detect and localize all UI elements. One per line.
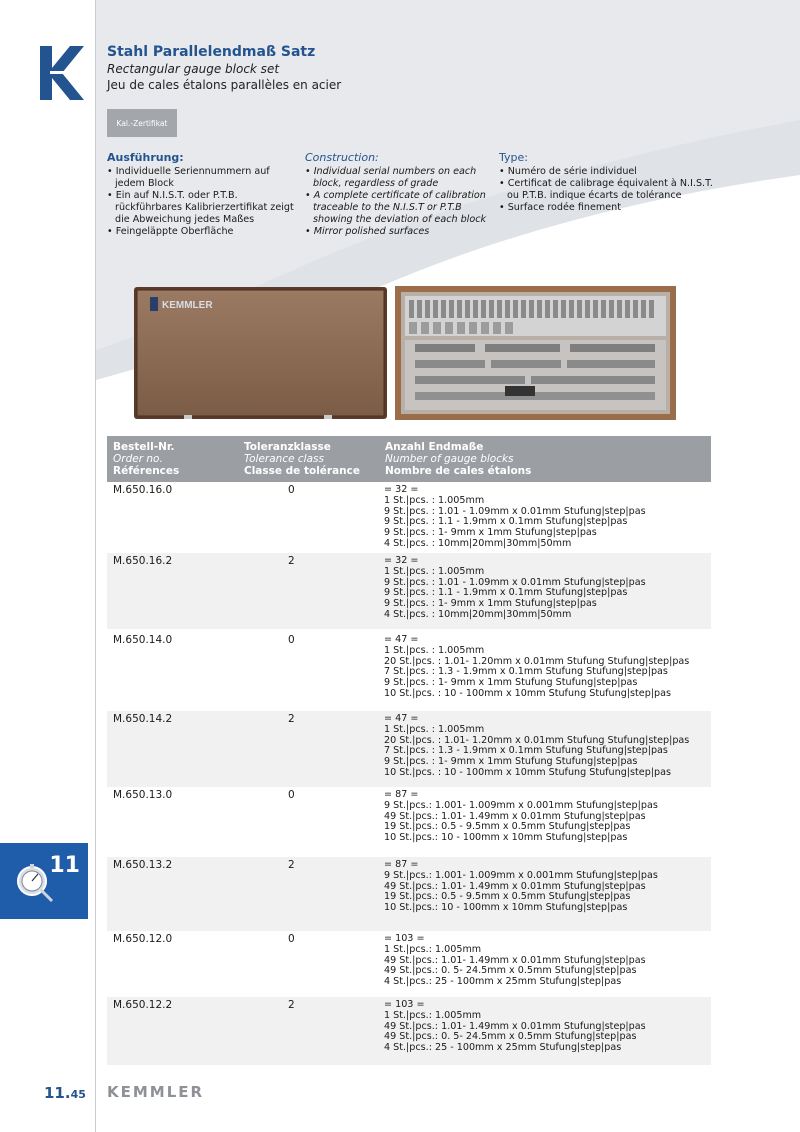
tolerance-class: 2 — [288, 713, 295, 725]
order-number: M.650.16.2 — [113, 555, 173, 567]
feature-item: • Certificat de calibrage équivalent à N.I.S.T. ou P.T.B. indique écarts de tolérance — [499, 178, 714, 202]
header-label-fr: Références — [113, 465, 180, 477]
brand-wordmark: KEMMLER — [107, 1083, 205, 1101]
detail-line: 9 St.|pcs. : 1.01 - 1.09mm x 0.01mm Stufung|step|pas — [384, 576, 646, 588]
table-row — [107, 553, 711, 629]
tolerance-class: 0 — [288, 634, 295, 646]
page-chapter: 11. — [44, 1084, 71, 1102]
detail-line: = 87 = — [384, 859, 419, 870]
detail-line: = 103 = — [384, 933, 425, 944]
table-row — [107, 787, 711, 854]
detail-line: 49 St.|pcs.: 1.01- 1.49mm x 0.01mm Stufung|step|pas — [384, 880, 646, 892]
detail-line: 49 St.|pcs.: 1.01- 1.49mm x 0.01mm Stufung|step|pas — [384, 954, 646, 966]
table-row — [107, 997, 711, 1065]
title-german: Stahl Parallelendmaß Satz — [107, 44, 316, 60]
detail-line: 10 St.|pcs. : 10 - 100mm x 10mm Stufung Stufung|step|pas — [384, 766, 671, 778]
detail-line: 9 St.|pcs.: 1.001- 1.009mm x 0.001mm Stufung|step|pas — [384, 869, 658, 881]
detail-line: 7 St.|pcs. : 1.3 - 1.9mm x 0.1mm Stufung Stufung|step|pas — [384, 745, 668, 757]
detail-line: 19 St.|pcs.: 0.5 - 9.5mm x 0.5mm Stufung|step|pas — [384, 821, 631, 833]
calibration-certificate-badge: Kal.-Zertifikat — [107, 109, 177, 137]
tolerance-class: 0 — [288, 933, 295, 945]
detail-line: 9 St.|pcs. : 1- 9mm x 1mm Stufung|step|pas — [384, 527, 597, 539]
features-english — [305, 151, 493, 238]
detail-line: 19 St.|pcs.: 0.5 - 9.5mm x 0.5mm Stufung|step|pas — [384, 891, 631, 903]
closed-case-photo — [134, 287, 387, 419]
detail-line: 1 St.|pcs.: 1.005mm — [384, 943, 482, 955]
detail-line: 10 St.|pcs.: 10 - 100mm x 10mm Stufung|step|pas — [384, 832, 628, 844]
tolerance-class: 0 — [288, 789, 295, 801]
table-row — [107, 482, 711, 549]
detail-line: 9 St.|pcs. : 1.01 - 1.09mm x 0.01mm Stufung|step|pas — [384, 505, 646, 517]
block-count-details — [384, 790, 709, 844]
detail-line: 49 St.|pcs.: 0. 5- 24.5mm x 0.5mm Stufung|step|pas — [384, 1031, 637, 1043]
title-english: Rectangular gauge block set — [107, 62, 280, 76]
detail-line: 1 St.|pcs. : 1.005mm — [384, 723, 485, 735]
order-number: M.650.12.2 — [113, 999, 173, 1011]
product-title — [107, 44, 667, 93]
feature-item: • Feingeläppte Oberfläche — [107, 226, 297, 238]
detail-line: 7 St.|pcs. : 1.3 - 1.9mm x 0.1mm Stufung Stufung|step|pas — [384, 666, 668, 678]
order-number: M.650.13.2 — [113, 859, 173, 871]
detail-line: 49 St.|pcs.: 0. 5- 24.5mm x 0.5mm Stufung|step|pas — [384, 965, 637, 977]
header-label-de: Anzahl Endmaße — [385, 441, 484, 453]
feature-item: • Numéro de série individuel — [499, 166, 714, 178]
block-count-details — [384, 485, 709, 550]
block-count-details — [384, 714, 709, 779]
table-row — [107, 632, 711, 708]
kemmler-logo-icon — [40, 46, 84, 100]
chapter-tab[interactable] — [0, 843, 88, 919]
table-row — [107, 857, 711, 931]
features-french — [499, 151, 714, 214]
detail-line: 9 St.|pcs. : 1- 9mm x 1mm Stufung Stufung|step|pas — [384, 756, 638, 768]
margin-divider — [95, 0, 96, 1132]
order-number: M.650.16.0 — [113, 484, 173, 496]
feature-item: • Mirror polished surfaces — [305, 226, 493, 238]
page-number — [44, 1084, 86, 1102]
detail-line: 4 St.|pcs.: 25 - 100mm x 25mm Stufung|step|pas — [384, 1042, 622, 1054]
feature-item: • Individuelle Seriennummern auf jedem Block — [107, 166, 297, 190]
detail-line: 4 St.|pcs. : 10mm|20mm|30mm|50mm — [384, 608, 572, 620]
order-number: M.650.14.2 — [113, 713, 173, 725]
block-count-details — [384, 556, 709, 621]
chapter-number: 11 — [49, 853, 80, 878]
detail-line: 20 St.|pcs. : 1.01- 1.20mm x 0.01mm Stufung Stufung|step|pas — [384, 655, 690, 667]
block-count-details — [384, 1000, 709, 1054]
features-french-heading: Type: — [499, 151, 528, 164]
header-label-en: Tolerance class — [244, 453, 324, 465]
detail-line: 1 St.|pcs. : 1.005mm — [384, 494, 485, 506]
detail-line: = 87 = — [384, 789, 419, 800]
table-header — [107, 436, 711, 482]
detail-line: 1 St.|pcs. : 1.005mm — [384, 565, 485, 577]
column-header-order — [113, 441, 179, 477]
detail-line: 49 St.|pcs.: 1.01- 1.49mm x 0.01mm Stufung|step|pas — [384, 810, 646, 822]
column-header-tolerance — [244, 441, 360, 477]
detail-line: 4 St.|pcs.: 25 - 100mm x 25mm Stufung|step|pas — [384, 976, 622, 988]
table-row — [107, 931, 711, 997]
order-number: M.650.12.0 — [113, 933, 173, 945]
left-margin — [0, 0, 95, 1132]
column-header-number — [385, 441, 531, 477]
detail-line: 1 St.|pcs.: 1.005mm — [384, 1009, 482, 1021]
header-label-en: Order no. — [113, 453, 163, 465]
detail-line: 9 St.|pcs. : 1- 9mm x 1mm Stufung|step|pas — [384, 598, 597, 610]
detail-line: = 47 = — [384, 713, 419, 724]
block-count-details — [384, 860, 709, 914]
detail-line: 20 St.|pcs. : 1.01- 1.20mm x 0.01mm Stufung Stufung|step|pas — [384, 734, 690, 746]
detail-line: 9 St.|pcs. : 1- 9mm x 1mm Stufung Stufung|step|pas — [384, 677, 638, 689]
tolerance-class: 2 — [288, 859, 295, 871]
detail-line: 9 St.|pcs.: 1.001- 1.009mm x 0.001mm Stufung|step|pas — [384, 799, 658, 811]
detail-line: 10 St.|pcs. : 10 - 100mm x 10mm Stufung Stufung|step|pas — [384, 687, 671, 699]
detail-line: = 32 = — [384, 484, 419, 495]
feature-item: • Surface rodée finement — [499, 202, 714, 214]
header-label-en: Number of gauge blocks — [385, 453, 514, 465]
detail-line: 4 St.|pcs. : 10mm|20mm|30mm|50mm — [384, 537, 572, 549]
header-label-fr: Nombre de cales étalons — [385, 465, 532, 477]
detail-line: = 47 = — [384, 634, 419, 645]
header-label-fr: Classe de tolérance — [244, 465, 360, 477]
tolerance-class: 2 — [288, 555, 295, 567]
detail-line: 10 St.|pcs.: 10 - 100mm x 10mm Stufung|step|pas — [384, 902, 628, 914]
detail-line: = 103 = — [384, 999, 425, 1010]
tolerance-class: 2 — [288, 999, 295, 1011]
feature-item: • Individual serial numbers on each block, regardless of grade — [305, 166, 493, 190]
feature-item: • A complete certificate of calibration traceable to the N.I.S.T or P.T.B showing the deviation of each block — [305, 190, 493, 226]
detail-line: 1 St.|pcs. : 1.005mm — [384, 644, 485, 656]
page-sub: 45 — [70, 1088, 86, 1101]
case-brand-label: KEMMLER — [162, 300, 213, 311]
detail-line: = 32 = — [384, 555, 419, 566]
table-row — [107, 711, 711, 787]
open-case-photo — [395, 286, 676, 420]
order-number: M.650.14.0 — [113, 634, 173, 646]
block-count-details — [384, 635, 709, 700]
header-label-de: Bestell-Nr. — [113, 441, 175, 453]
detail-line: 9 St.|pcs. : 1.1 - 1.9mm x 0.1mm Stufung|step|pas — [384, 587, 628, 599]
header-label-de: Toleranzklasse — [244, 441, 331, 453]
title-french: Jeu de cales étalons parallèles en acier — [107, 78, 342, 92]
detail-line: 49 St.|pcs.: 1.01- 1.49mm x 0.01mm Stufung|step|pas — [384, 1020, 646, 1032]
features-german-heading: Ausführung: — [107, 151, 184, 164]
order-number: M.650.13.0 — [113, 789, 173, 801]
detail-line: 9 St.|pcs. : 1.1 - 1.9mm x 0.1mm Stufung|step|pas — [384, 516, 628, 528]
feature-item: • Ein auf N.I.S.T. oder P.T.B. rückführbares Kalibrierzertifikat zeigt die Abweichung jedes Maßes — [107, 190, 297, 226]
tolerance-class: 0 — [288, 484, 295, 496]
features-english-heading: Construction: — [305, 151, 379, 164]
features-german — [107, 151, 297, 238]
block-count-details — [384, 934, 709, 988]
